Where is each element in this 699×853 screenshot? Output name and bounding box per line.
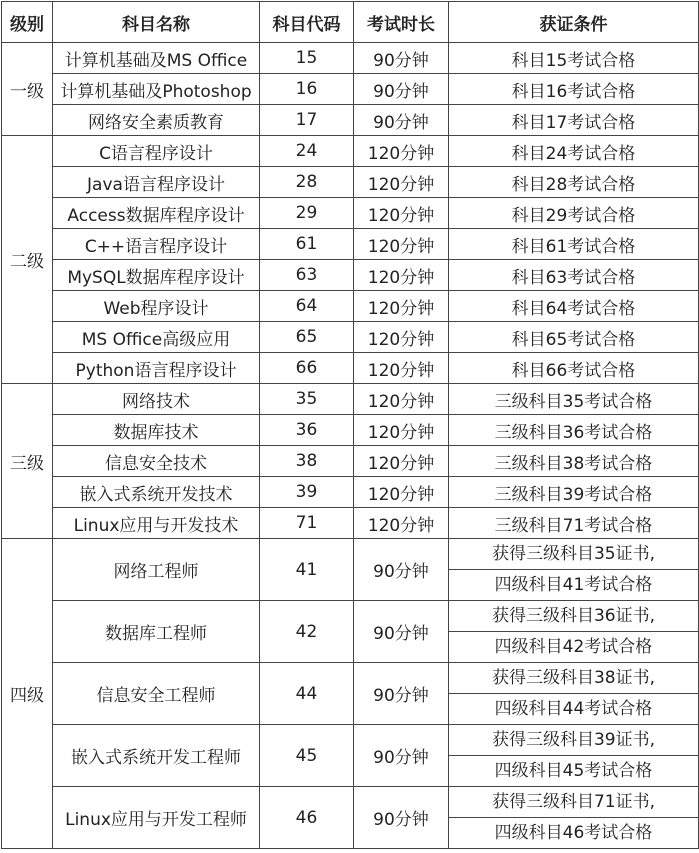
subject-name-cell: 网络工程师 <box>53 539 260 601</box>
table-row <box>2 787 699 849</box>
table-row <box>2 322 699 353</box>
exam-duration-cell: 120分钟 <box>354 229 449 260</box>
certification-condition-cell: 三级科目35考试合格 <box>449 384 699 415</box>
subject-code-cell: 28 <box>260 167 354 198</box>
table-row <box>2 725 699 787</box>
exam-duration-cell: 120分钟 <box>354 322 449 353</box>
header-level: 级别 <box>2 2 53 43</box>
certification-condition-cell <box>449 601 699 663</box>
condition-line: 获得三级科目38证书, <box>491 668 656 688</box>
subject-name-cell: Linux应用与开发工程师 <box>53 787 260 849</box>
condition-line: 四级科目46考试合格 <box>449 817 698 848</box>
subject-name-cell: Access数据库程序设计 <box>53 198 260 229</box>
subject-name-cell: 信息安全技术 <box>53 446 260 477</box>
exam-duration-cell: 120分钟 <box>354 415 449 446</box>
table-row <box>2 260 699 291</box>
condition-line: 四级科目44考试合格 <box>449 693 698 724</box>
certification-condition-cell: 科目63考试合格 <box>449 260 699 291</box>
subject-code-cell: 65 <box>260 322 354 353</box>
subject-code-cell: 46 <box>260 787 354 849</box>
exam-duration-cell: 120分钟 <box>354 384 449 415</box>
header-subject-name: 科目名称 <box>53 2 260 43</box>
exam-duration-cell: 120分钟 <box>354 508 449 539</box>
certification-condition-cell: 科目15考试合格 <box>449 43 699 74</box>
condition-line: 获得三级科目39证书, <box>491 730 656 750</box>
exam-duration-cell: 120分钟 <box>354 446 449 477</box>
subject-name-cell: 计算机基础及MS Office <box>53 43 260 74</box>
exam-duration-cell: 90分钟 <box>354 105 449 136</box>
level-cell: 一级 <box>2 43 53 136</box>
level-cell: 四级 <box>2 539 53 849</box>
exam-duration-cell: 90分钟 <box>354 787 449 849</box>
table-row <box>2 291 699 322</box>
exam-duration-cell: 120分钟 <box>354 198 449 229</box>
table-row <box>2 601 699 663</box>
subject-name-cell: Java语言程序设计 <box>53 167 260 198</box>
certification-condition-cell <box>449 663 699 725</box>
table-row <box>2 663 699 725</box>
subject-name-cell: Linux应用与开发技术 <box>53 508 260 539</box>
exam-duration-cell: 120分钟 <box>354 353 449 384</box>
table-row <box>2 353 699 384</box>
table-row <box>2 198 699 229</box>
subject-code-cell: 66 <box>260 353 354 384</box>
subject-name-cell: 计算机基础及Photoshop <box>53 74 260 105</box>
subject-name-cell: Web程序设计 <box>53 291 260 322</box>
table-row <box>2 477 699 508</box>
condition-line: 四级科目42考试合格 <box>449 631 698 662</box>
condition-line: 四级科目41考试合格 <box>449 569 698 600</box>
subject-code-cell: 64 <box>260 291 354 322</box>
certification-condition-cell: 三级科目36考试合格 <box>449 415 699 446</box>
exam-duration-cell: 90分钟 <box>354 663 449 725</box>
subject-code-cell: 29 <box>260 198 354 229</box>
certification-condition-cell: 科目65考试合格 <box>449 322 699 353</box>
condition-line: 四级科目45考试合格 <box>449 755 698 786</box>
certification-condition-cell: 三级科目38考试合格 <box>449 446 699 477</box>
subject-name-cell: 数据库工程师 <box>53 601 260 663</box>
condition-line: 获得三级科目71证书, <box>491 792 656 812</box>
exam-duration-cell: 120分钟 <box>354 167 449 198</box>
table-row <box>2 508 699 539</box>
subject-code-cell: 61 <box>260 229 354 260</box>
subject-name-cell: 嵌入式系统开发工程师 <box>53 725 260 787</box>
certification-condition-cell: 三级科目39考试合格 <box>449 477 699 508</box>
table-body <box>2 43 699 849</box>
subject-code-cell: 71 <box>260 508 354 539</box>
subject-code-cell: 24 <box>260 136 354 167</box>
certification-condition-cell <box>449 725 699 787</box>
header-subject-code: 科目代码 <box>260 2 354 43</box>
table-row <box>2 229 699 260</box>
exam-duration-cell: 90分钟 <box>354 539 449 601</box>
certification-condition-cell: 科目66考试合格 <box>449 353 699 384</box>
table-row <box>2 136 699 167</box>
table-row <box>2 105 699 136</box>
exam-duration-cell: 120分钟 <box>354 136 449 167</box>
subject-code-cell: 17 <box>260 105 354 136</box>
subject-name-cell: Python语言程序设计 <box>53 353 260 384</box>
level-cell: 二级 <box>2 136 53 384</box>
exam-duration-cell: 120分钟 <box>354 477 449 508</box>
subject-name-cell: MySQL数据库程序设计 <box>53 260 260 291</box>
subject-code-cell: 15 <box>260 43 354 74</box>
subject-code-cell: 45 <box>260 725 354 787</box>
subject-name-cell: 信息安全工程师 <box>53 663 260 725</box>
table-row <box>2 446 699 477</box>
table-row <box>2 415 699 446</box>
exam-duration-cell: 90分钟 <box>354 74 449 105</box>
certification-condition-cell: 科目16考试合格 <box>449 74 699 105</box>
subject-code-cell: 63 <box>260 260 354 291</box>
certification-condition-cell: 科目64考试合格 <box>449 291 699 322</box>
subject-name-cell: MS Office高级应用 <box>53 322 260 353</box>
subject-code-cell: 44 <box>260 663 354 725</box>
certification-condition-cell: 科目17考试合格 <box>449 105 699 136</box>
certification-condition-cell: 科目24考试合格 <box>449 136 699 167</box>
certification-condition-cell: 科目61考试合格 <box>449 229 699 260</box>
subject-name-cell: 数据库技术 <box>53 415 260 446</box>
exam-subjects-table <box>1 1 699 849</box>
subject-code-cell: 35 <box>260 384 354 415</box>
subject-code-cell: 41 <box>260 539 354 601</box>
table-row <box>2 43 699 74</box>
subject-code-cell: 16 <box>260 74 354 105</box>
exam-duration-cell: 120分钟 <box>354 260 449 291</box>
table-row <box>2 167 699 198</box>
subject-code-cell: 36 <box>260 415 354 446</box>
subject-name-cell: C++语言程序设计 <box>53 229 260 260</box>
table-row <box>2 384 699 415</box>
subject-name-cell: 网络安全素质教育 <box>53 105 260 136</box>
level-cell: 三级 <box>2 384 53 539</box>
subject-name-cell: 网络技术 <box>53 384 260 415</box>
subject-code-cell: 42 <box>260 601 354 663</box>
condition-line: 获得三级科目36证书, <box>491 606 656 626</box>
certification-condition-cell <box>449 787 699 849</box>
exam-duration-cell: 90分钟 <box>354 601 449 663</box>
subject-name-cell: 嵌入式系统开发技术 <box>53 477 260 508</box>
table-row <box>2 539 699 601</box>
header-exam-duration: 考试时长 <box>354 2 449 43</box>
exam-duration-cell: 90分钟 <box>354 725 449 787</box>
header-row <box>2 2 699 43</box>
condition-line: 获得三级科目35证书, <box>491 544 656 564</box>
header-certification-condition: 获证条件 <box>449 2 699 43</box>
subject-name-cell: C语言程序设计 <box>53 136 260 167</box>
certification-condition-cell: 科目28考试合格 <box>449 167 699 198</box>
subject-code-cell: 38 <box>260 446 354 477</box>
subject-code-cell: 39 <box>260 477 354 508</box>
certification-condition-cell: 科目29考试合格 <box>449 198 699 229</box>
exam-duration-cell: 120分钟 <box>354 291 449 322</box>
certification-condition-cell: 三级科目71考试合格 <box>449 508 699 539</box>
table-row <box>2 74 699 105</box>
exam-duration-cell: 90分钟 <box>354 43 449 74</box>
certification-condition-cell <box>449 539 699 601</box>
